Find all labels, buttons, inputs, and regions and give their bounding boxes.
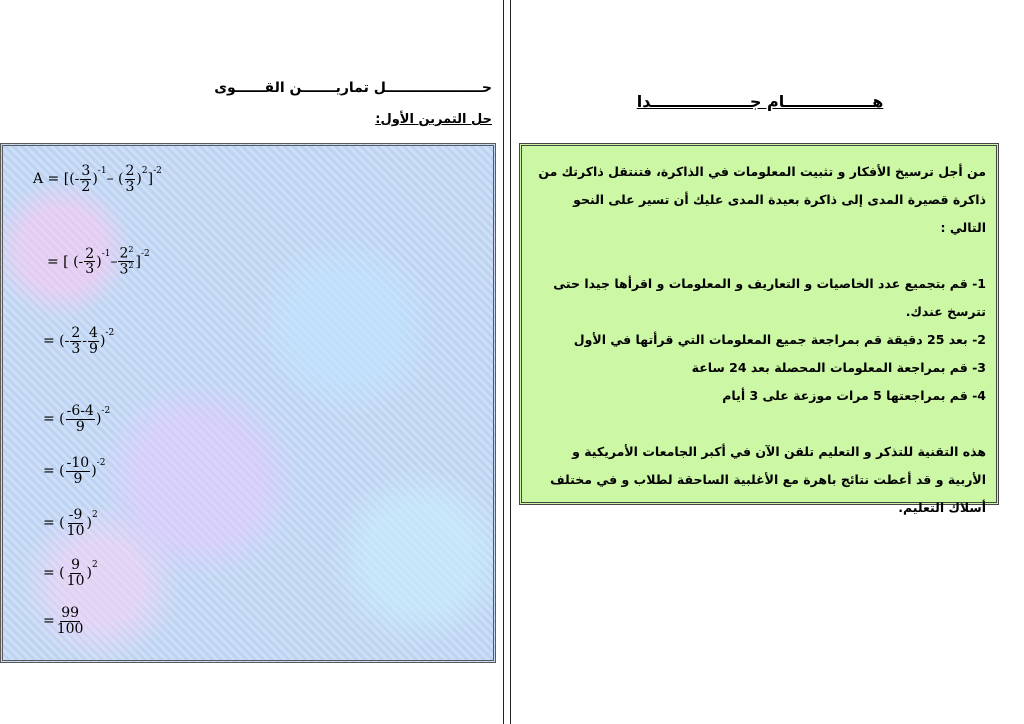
page-divider-left bbox=[503, 0, 504, 724]
equation-line-7: = ( $\frac{9}{10}$ ) $^2$ bbox=[43, 557, 98, 589]
exercise-heading: حل التمرين الأول: bbox=[375, 112, 492, 127]
fraction: $\frac{2}{3}$ bbox=[71, 325, 81, 357]
fraction: $\frac{3}{2}$ bbox=[81, 163, 91, 195]
equation-line-8: = $\frac{99}{100}$ bbox=[43, 605, 84, 637]
equation-line-3: = (- $\frac{2}{3}$ - $\frac{4}{9}$ ) $^{-2}$ bbox=[43, 325, 115, 357]
fraction: $\frac{-9}{10}$ bbox=[66, 507, 85, 539]
solution-box bbox=[0, 143, 496, 663]
fraction: $\frac{99}{100}$ bbox=[56, 605, 84, 637]
fraction: $\frac{2}{3}$ bbox=[85, 245, 95, 278]
step-item: 2- بعد 25 دقيقة قم بمراجعة جميع المعلومات التي قرأتها في الأول bbox=[573, 332, 986, 347]
outro-paragraph: هذه التقنية للتذكر و التعليم تلقن الآن في أكبر الجامعات الأمريكية و الأربية و قد أعطت نتائج باهرة مع الأغلبية الساحقة لطلاب و في مختلف أسلاك التعليم. bbox=[550, 444, 986, 515]
fraction: $\frac{4}{9}$ bbox=[89, 325, 98, 357]
intro-paragraph: من أجل ترسيخ الأفكار و تثبيت المعلومات في الذاكرة، فتنتقل ذاكرتك من ذاكرة قصيرة المدى إلى ذاكرة بعيدة المدى عليك أن تسير على النحو التالي : bbox=[538, 164, 986, 235]
step-item: 3- قم بمراجعة المعلومات المحصلة بعد 24 ساعة bbox=[691, 360, 986, 375]
equation-line-2: = [ (- $\frac{2}{3}$ ) $^{-1}$ – $\frac{2^2}{3^2}$ ] $^{-2}$ bbox=[47, 245, 150, 278]
fraction: $\frac{9}{10}$ bbox=[66, 557, 85, 589]
step-item: 4- قم بمراجعتها 5 مرات موزعة على 3 أيام bbox=[722, 388, 986, 403]
fraction: $\frac{2^2}{3^2}$ bbox=[119, 245, 134, 278]
eq-text: A = [(- bbox=[33, 171, 80, 188]
step-item: 1- قم بتجميع عدد الخاصيات و التعاريف و المعلومات و اقرأها جيدا حتى تترسخ عندك. bbox=[553, 276, 986, 319]
equation-line-1: A = [(- $\frac{3}{2}$ ) $^{-1}$ – ( $\frac{2}{3}$ ) $^2$ ] $^{-2}$ bbox=[33, 163, 162, 195]
equation-line-4: = ( $\frac{-6-4}{9}$ ) $^{-2}$ bbox=[43, 403, 111, 435]
tips-box bbox=[519, 143, 999, 515]
equation-line-5: = ( $\frac{-10}{9}$ ) $^{-2}$ bbox=[43, 455, 106, 487]
right-page-title: هــــــــــــــــام جــــــــــــــــــدا bbox=[636, 92, 884, 111]
left-page-title: حــــــــــــــــــــل تماريـــــــن القــــــوى bbox=[214, 80, 492, 96]
equation-line-6: = ( $\frac{-9}{10}$ ) $^2$ bbox=[43, 507, 98, 539]
page-divider-right bbox=[510, 0, 511, 724]
fraction: $\frac{-6-4}{9}$ bbox=[66, 403, 94, 435]
fraction: $\frac{-10}{9}$ bbox=[66, 455, 90, 487]
fraction: $\frac{2}{3}$ bbox=[125, 163, 135, 195]
